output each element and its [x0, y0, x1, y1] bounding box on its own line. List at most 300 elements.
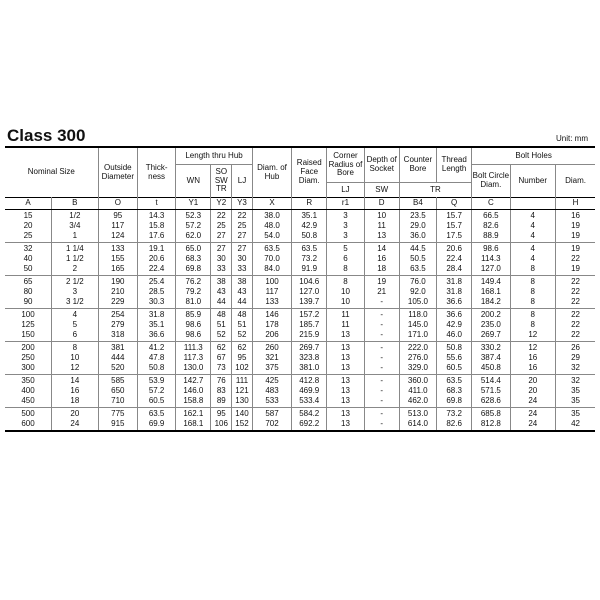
cell-y2-so-sw-tr: 22 — [211, 210, 232, 222]
cell-diam-of-hub: 84.0 — [252, 264, 291, 276]
cell-y3-lj: 130 — [232, 396, 253, 408]
cell-depth-of-socket: - — [364, 320, 399, 330]
code-d: D — [364, 198, 399, 210]
header-lj: LJ — [232, 165, 253, 198]
cell-y2-so-sw-tr: 73 — [211, 363, 232, 375]
cell-bolt-number: 8 — [510, 264, 556, 276]
cell-bolt-number: 8 — [510, 276, 556, 288]
cell-y1-wn: 158.8 — [176, 396, 211, 408]
cell-bolt-circle-diam: 88.9 — [472, 231, 510, 243]
code-number — [510, 198, 556, 210]
cell-dn: 15 — [5, 210, 52, 222]
cell-thickness: 20.6 — [137, 254, 175, 264]
cell-thickness: 14.3 — [137, 210, 175, 222]
cell-counter-bore: 513.0 — [399, 408, 436, 420]
cell-bolt-diam: 22 — [556, 309, 595, 321]
cell-y1-wn: 146.0 — [176, 386, 211, 396]
cell-diam-of-hub: 178 — [252, 320, 291, 330]
table-row — [5, 320, 595, 330]
cell-diam-of-hub: 117 — [252, 287, 291, 297]
cell-y3-lj: 27 — [232, 243, 253, 255]
cell-corner-radius: 13 — [327, 386, 364, 396]
cell-y3-lj: 22 — [232, 210, 253, 222]
cell-dn: 25 — [5, 231, 52, 243]
table-row — [5, 342, 595, 354]
cell-diam-of-hub: 483 — [252, 386, 291, 396]
cell-dn: 350 — [5, 375, 52, 387]
cell-y2-so-sw-tr: 51 — [211, 320, 232, 330]
cell-nps: 2 — [52, 264, 99, 276]
cell-counter-bore: 92.0 — [399, 287, 436, 297]
cell-corner-radius: 10 — [327, 287, 364, 297]
cell-outside-diameter: 775 — [98, 408, 137, 420]
cell-bolt-diam: 35 — [556, 408, 595, 420]
cell-nps: 20 — [52, 408, 99, 420]
cell-diam-of-hub: 54.0 — [252, 231, 291, 243]
cell-raised-face-diam: 533.4 — [292, 396, 327, 408]
cell-dn: 32 — [5, 243, 52, 255]
table-row — [5, 287, 595, 297]
table-row — [5, 264, 595, 276]
cell-y3-lj: 38 — [232, 276, 253, 288]
cell-bolt-circle-diam: 269.7 — [472, 330, 510, 342]
cell-y1-wn: 69.8 — [176, 264, 211, 276]
cell-outside-diameter: 279 — [98, 320, 137, 330]
cell-thread-length: 28.4 — [437, 264, 472, 276]
cell-outside-diameter: 520 — [98, 363, 137, 375]
cell-counter-bore: 462.0 — [399, 396, 436, 408]
cell-dn: 90 — [5, 297, 52, 309]
code-y1: Y1 — [176, 198, 211, 210]
cell-nps: 10 — [52, 353, 99, 363]
header-so-sw-tr: SO SW TR — [211, 165, 232, 198]
cell-thread-length: 17.5 — [437, 231, 472, 243]
cell-y3-lj: 51 — [232, 320, 253, 330]
cell-thread-length: 69.8 — [437, 396, 472, 408]
table-row — [5, 375, 595, 387]
sublabel-tr: TR — [399, 183, 471, 198]
cell-raised-face-diam: 42.9 — [292, 221, 327, 231]
cell-raised-face-diam: 692.2 — [292, 419, 327, 431]
header-counter-bore: Counter Bore — [399, 147, 436, 183]
cell-outside-diameter: 710 — [98, 396, 137, 408]
cell-counter-bore: 36.0 — [399, 231, 436, 243]
cell-bolt-circle-diam: 235.0 — [472, 320, 510, 330]
cell-bolt-circle-diam: 114.3 — [472, 254, 510, 264]
cell-bolt-diam: 32 — [556, 363, 595, 375]
cell-bolt-circle-diam: 330.2 — [472, 342, 510, 354]
cell-raised-face-diam: 215.9 — [292, 330, 327, 342]
cell-depth-of-socket: - — [364, 386, 399, 396]
cell-y2-so-sw-tr: 27 — [211, 231, 232, 243]
cell-corner-radius: 11 — [327, 309, 364, 321]
cell-corner-radius: 3 — [327, 210, 364, 222]
cell-raised-face-diam: 412.8 — [292, 375, 327, 387]
cell-depth-of-socket: - — [364, 408, 399, 420]
cell-bolt-diam: 22 — [556, 254, 595, 264]
header-nominal-size: Nominal Size — [5, 147, 98, 198]
cell-raised-face-diam: 127.0 — [292, 287, 327, 297]
cell-bolt-diam: 22 — [556, 287, 595, 297]
cell-diam-of-hub: 702 — [252, 419, 291, 431]
header-thread-length: Thread Length — [437, 147, 472, 183]
sublabel-lj: LJ — [327, 183, 364, 198]
cell-counter-bore: 118.0 — [399, 309, 436, 321]
cell-y2-so-sw-tr: 48 — [211, 309, 232, 321]
cell-y1-wn: 130.0 — [176, 363, 211, 375]
cell-depth-of-socket: 13 — [364, 231, 399, 243]
cell-y1-wn: 65.0 — [176, 243, 211, 255]
cell-nps: 3/4 — [52, 221, 99, 231]
cell-corner-radius: 13 — [327, 396, 364, 408]
cell-thread-length: 63.5 — [437, 375, 472, 387]
cell-dn: 65 — [5, 276, 52, 288]
cell-raised-face-diam: 73.2 — [292, 254, 327, 264]
cell-corner-radius: 10 — [327, 297, 364, 309]
cell-diam-of-hub: 133 — [252, 297, 291, 309]
cell-dn: 20 — [5, 221, 52, 231]
cell-counter-bore: 50.5 — [399, 254, 436, 264]
cell-corner-radius: 13 — [327, 408, 364, 420]
cell-y2-so-sw-tr: 106 — [211, 419, 232, 431]
cell-nps: 1 1/4 — [52, 243, 99, 255]
cell-nps: 3 1/2 — [52, 297, 99, 309]
cell-dn: 400 — [5, 386, 52, 396]
cell-y2-so-sw-tr: 44 — [211, 297, 232, 309]
flange-dimensions-table — [5, 146, 595, 432]
cell-y3-lj: 43 — [232, 287, 253, 297]
cell-bolt-circle-diam: 168.1 — [472, 287, 510, 297]
cell-depth-of-socket: 14 — [364, 243, 399, 255]
cell-diam-of-hub: 425 — [252, 375, 291, 387]
cell-y3-lj: 121 — [232, 386, 253, 396]
cell-thread-length: 46.0 — [437, 330, 472, 342]
cell-y2-so-sw-tr: 25 — [211, 221, 232, 231]
code-x: X — [252, 198, 291, 210]
table-body — [5, 210, 595, 432]
cell-bolt-number: 16 — [510, 353, 556, 363]
cell-nps: 1 — [52, 231, 99, 243]
cell-depth-of-socket: - — [364, 342, 399, 354]
cell-y3-lj: 140 — [232, 408, 253, 420]
cell-bolt-number: 4 — [510, 254, 556, 264]
code-a: A — [5, 198, 52, 210]
cell-depth-of-socket: - — [364, 396, 399, 408]
sublabel-sw: SW — [364, 183, 399, 198]
cell-corner-radius: 11 — [327, 320, 364, 330]
cell-thickness: 19.1 — [137, 243, 175, 255]
cell-bolt-diam: 32 — [556, 375, 595, 387]
cell-counter-bore: 411.0 — [399, 386, 436, 396]
cell-dn: 450 — [5, 396, 52, 408]
cell-y3-lj: 102 — [232, 363, 253, 375]
cell-counter-bore: 329.0 — [399, 363, 436, 375]
cell-thread-length: 50.8 — [437, 342, 472, 354]
cell-y1-wn: 76.2 — [176, 276, 211, 288]
cell-diam-of-hub: 321 — [252, 353, 291, 363]
cell-thickness: 57.2 — [137, 386, 175, 396]
cell-raised-face-diam: 185.7 — [292, 320, 327, 330]
table-row — [5, 353, 595, 363]
cell-outside-diameter: 381 — [98, 342, 137, 354]
cell-bolt-diam: 16 — [556, 210, 595, 222]
cell-nps: 18 — [52, 396, 99, 408]
cell-bolt-circle-diam: 98.6 — [472, 243, 510, 255]
header-thickness: Thick-ness — [137, 147, 175, 198]
cell-y1-wn: 98.6 — [176, 330, 211, 342]
cell-bolt-circle-diam: 387.4 — [472, 353, 510, 363]
cell-diam-of-hub: 48.0 — [252, 221, 291, 231]
cell-outside-diameter: 915 — [98, 419, 137, 431]
cell-nps: 4 — [52, 309, 99, 321]
cell-thickness: 47.8 — [137, 353, 175, 363]
cell-diam-of-hub: 375 — [252, 363, 291, 375]
table-row — [5, 396, 595, 408]
cell-y2-so-sw-tr: 43 — [211, 287, 232, 297]
cell-corner-radius: 13 — [327, 330, 364, 342]
cell-depth-of-socket: - — [364, 297, 399, 309]
cell-corner-radius: 13 — [327, 353, 364, 363]
cell-thickness: 31.8 — [137, 309, 175, 321]
cell-bolt-number: 12 — [510, 342, 556, 354]
cell-bolt-circle-diam: 184.2 — [472, 297, 510, 309]
cell-corner-radius: 5 — [327, 243, 364, 255]
table-row — [5, 330, 595, 342]
code-b: B — [52, 198, 99, 210]
cell-corner-radius: 8 — [327, 264, 364, 276]
cell-bolt-number: 4 — [510, 210, 556, 222]
cell-bolt-circle-diam: 66.5 — [472, 210, 510, 222]
cell-thread-length: 20.6 — [437, 243, 472, 255]
cell-y3-lj: 62 — [232, 342, 253, 354]
cell-y2-so-sw-tr: 62 — [211, 342, 232, 354]
cell-counter-bore: 105.0 — [399, 297, 436, 309]
cell-nps: 14 — [52, 375, 99, 387]
cell-depth-of-socket: 21 — [364, 287, 399, 297]
cell-thickness: 28.5 — [137, 287, 175, 297]
cell-y1-wn: 111.3 — [176, 342, 211, 354]
cell-corner-radius: 13 — [327, 342, 364, 354]
cell-corner-radius: 13 — [327, 375, 364, 387]
header-depth-of-socket: Depth of Socket — [364, 147, 399, 183]
cell-thread-length: 42.9 — [437, 320, 472, 330]
table-row — [5, 408, 595, 420]
cell-diam-of-hub: 38.0 — [252, 210, 291, 222]
cell-thickness: 60.5 — [137, 396, 175, 408]
cell-bolt-circle-diam: 628.6 — [472, 396, 510, 408]
cell-dn: 125 — [5, 320, 52, 330]
header-bolt-diam: Diam. — [556, 165, 595, 198]
cell-bolt-circle-diam: 685.8 — [472, 408, 510, 420]
cell-bolt-number: 4 — [510, 231, 556, 243]
cell-thickness: 41.2 — [137, 342, 175, 354]
cell-depth-of-socket: - — [364, 353, 399, 363]
header-raised-face-diam: Raised Face Diam. — [292, 147, 327, 198]
cell-counter-bore: 222.0 — [399, 342, 436, 354]
cell-bolt-number: 24 — [510, 408, 556, 420]
cell-thickness: 36.6 — [137, 330, 175, 342]
cell-outside-diameter: 133 — [98, 243, 137, 255]
cell-diam-of-hub: 146 — [252, 309, 291, 321]
table-row — [5, 386, 595, 396]
cell-outside-diameter: 229 — [98, 297, 137, 309]
cell-bolt-number: 24 — [510, 419, 556, 431]
cell-dn: 80 — [5, 287, 52, 297]
cell-thread-length: 68.3 — [437, 386, 472, 396]
cell-y1-wn: 162.1 — [176, 408, 211, 420]
cell-corner-radius: 13 — [327, 363, 364, 375]
cell-nps: 12 — [52, 363, 99, 375]
code-t: t — [137, 198, 175, 210]
page-title: Class 300 — [7, 126, 86, 145]
code-r: R — [292, 198, 327, 210]
cell-depth-of-socket: - — [364, 330, 399, 342]
cell-counter-bore: 76.0 — [399, 276, 436, 288]
cell-y2-so-sw-tr: 52 — [211, 330, 232, 342]
cell-y3-lj: 44 — [232, 297, 253, 309]
cell-y3-lj: 111 — [232, 375, 253, 387]
cell-bolt-diam: 42 — [556, 419, 595, 431]
cell-y2-so-sw-tr: 33 — [211, 264, 232, 276]
cell-corner-radius: 3 — [327, 221, 364, 231]
cell-dn: 600 — [5, 419, 52, 431]
cell-corner-radius: 3 — [327, 231, 364, 243]
cell-dn: 250 — [5, 353, 52, 363]
cell-counter-bore: 614.0 — [399, 419, 436, 431]
cell-bolt-diam: 35 — [556, 386, 595, 396]
cell-outside-diameter: 190 — [98, 276, 137, 288]
cell-counter-bore: 145.0 — [399, 320, 436, 330]
cell-bolt-number: 4 — [510, 221, 556, 231]
cell-depth-of-socket: - — [364, 309, 399, 321]
cell-bolt-diam: 19 — [556, 264, 595, 276]
cell-raised-face-diam: 139.7 — [292, 297, 327, 309]
cell-y3-lj: 48 — [232, 309, 253, 321]
cell-thread-length: 60.5 — [437, 363, 472, 375]
cell-raised-face-diam: 381.0 — [292, 363, 327, 375]
cell-y3-lj: 95 — [232, 353, 253, 363]
cell-diam-of-hub: 206 — [252, 330, 291, 342]
cell-thickness: 63.5 — [137, 408, 175, 420]
cell-depth-of-socket: 16 — [364, 254, 399, 264]
cell-dn: 40 — [5, 254, 52, 264]
cell-y1-wn: 142.7 — [176, 375, 211, 387]
cell-y3-lj: 27 — [232, 231, 253, 243]
cell-dn: 500 — [5, 408, 52, 420]
cell-depth-of-socket: 19 — [364, 276, 399, 288]
cell-bolt-circle-diam: 812.8 — [472, 419, 510, 431]
cell-depth-of-socket: - — [364, 419, 399, 431]
cell-diam-of-hub: 70.0 — [252, 254, 291, 264]
cell-y1-wn: 85.9 — [176, 309, 211, 321]
cell-y2-so-sw-tr: 67 — [211, 353, 232, 363]
cell-bolt-number: 20 — [510, 386, 556, 396]
table-row — [5, 254, 595, 264]
cell-nps: 24 — [52, 419, 99, 431]
code-r1: r1 — [327, 198, 364, 210]
cell-outside-diameter: 95 — [98, 210, 137, 222]
cell-bolt-number: 20 — [510, 375, 556, 387]
cell-y1-wn: 168.1 — [176, 419, 211, 431]
cell-y2-so-sw-tr: 27 — [211, 243, 232, 255]
cell-outside-diameter: 318 — [98, 330, 137, 342]
cell-y1-wn: 117.3 — [176, 353, 211, 363]
cell-counter-bore: 171.0 — [399, 330, 436, 342]
code-q: Q — [437, 198, 472, 210]
cell-y1-wn: 52.3 — [176, 210, 211, 222]
cell-bolt-number: 24 — [510, 396, 556, 408]
cell-dn: 100 — [5, 309, 52, 321]
table-row — [5, 231, 595, 243]
cell-outside-diameter: 254 — [98, 309, 137, 321]
cell-depth-of-socket: - — [364, 375, 399, 387]
cell-raised-face-diam: 104.6 — [292, 276, 327, 288]
code-y3: Y3 — [232, 198, 253, 210]
cell-nps: 8 — [52, 342, 99, 354]
cell-bolt-circle-diam: 450.8 — [472, 363, 510, 375]
cell-bolt-diam: 22 — [556, 320, 595, 330]
cell-raised-face-diam: 91.9 — [292, 264, 327, 276]
cell-diam-of-hub: 100 — [252, 276, 291, 288]
table-row — [5, 243, 595, 255]
cell-counter-bore: 23.5 — [399, 210, 436, 222]
cell-dn: 300 — [5, 363, 52, 375]
cell-bolt-diam: 22 — [556, 276, 595, 288]
cell-dn: 150 — [5, 330, 52, 342]
cell-bolt-number: 16 — [510, 363, 556, 375]
cell-bolt-number: 12 — [510, 330, 556, 342]
cell-counter-bore: 63.5 — [399, 264, 436, 276]
cell-raised-face-diam: 63.5 — [292, 243, 327, 255]
cell-bolt-circle-diam: 571.5 — [472, 386, 510, 396]
cell-counter-bore: 276.0 — [399, 353, 436, 363]
cell-bolt-circle-diam: 82.6 — [472, 221, 510, 231]
cell-y2-so-sw-tr: 83 — [211, 386, 232, 396]
cell-dn: 200 — [5, 342, 52, 354]
cell-y3-lj: 33 — [232, 264, 253, 276]
cell-bolt-diam: 22 — [556, 330, 595, 342]
cell-diam-of-hub: 587 — [252, 408, 291, 420]
cell-y2-so-sw-tr: 76 — [211, 375, 232, 387]
cell-raised-face-diam: 50.8 — [292, 231, 327, 243]
cell-bolt-diam: 19 — [556, 243, 595, 255]
cell-counter-bore: 44.5 — [399, 243, 436, 255]
cell-bolt-number: 8 — [510, 320, 556, 330]
cell-thickness: 69.9 — [137, 419, 175, 431]
cell-outside-diameter: 124 — [98, 231, 137, 243]
cell-bolt-number: 4 — [510, 243, 556, 255]
header-bolt-number: Number — [510, 165, 556, 198]
cell-depth-of-socket: 18 — [364, 264, 399, 276]
cell-nps: 3 — [52, 287, 99, 297]
cell-y2-so-sw-tr: 30 — [211, 254, 232, 264]
cell-raised-face-diam: 35.1 — [292, 210, 327, 222]
cell-bolt-circle-diam: 200.2 — [472, 309, 510, 321]
cell-diam-of-hub: 63.5 — [252, 243, 291, 255]
cell-raised-face-diam: 157.2 — [292, 309, 327, 321]
cell-raised-face-diam: 323.8 — [292, 353, 327, 363]
cell-bolt-diam: 22 — [556, 297, 595, 309]
cell-y1-wn: 79.2 — [176, 287, 211, 297]
cell-nps: 1 1/2 — [52, 254, 99, 264]
cell-nps: 16 — [52, 386, 99, 396]
header-length-thru-hub: Length thru Hub — [176, 147, 253, 165]
cell-counter-bore: 29.0 — [399, 221, 436, 231]
cell-nps: 1/2 — [52, 210, 99, 222]
cell-outside-diameter: 444 — [98, 353, 137, 363]
cell-thread-length: 82.6 — [437, 419, 472, 431]
table-row — [5, 309, 595, 321]
